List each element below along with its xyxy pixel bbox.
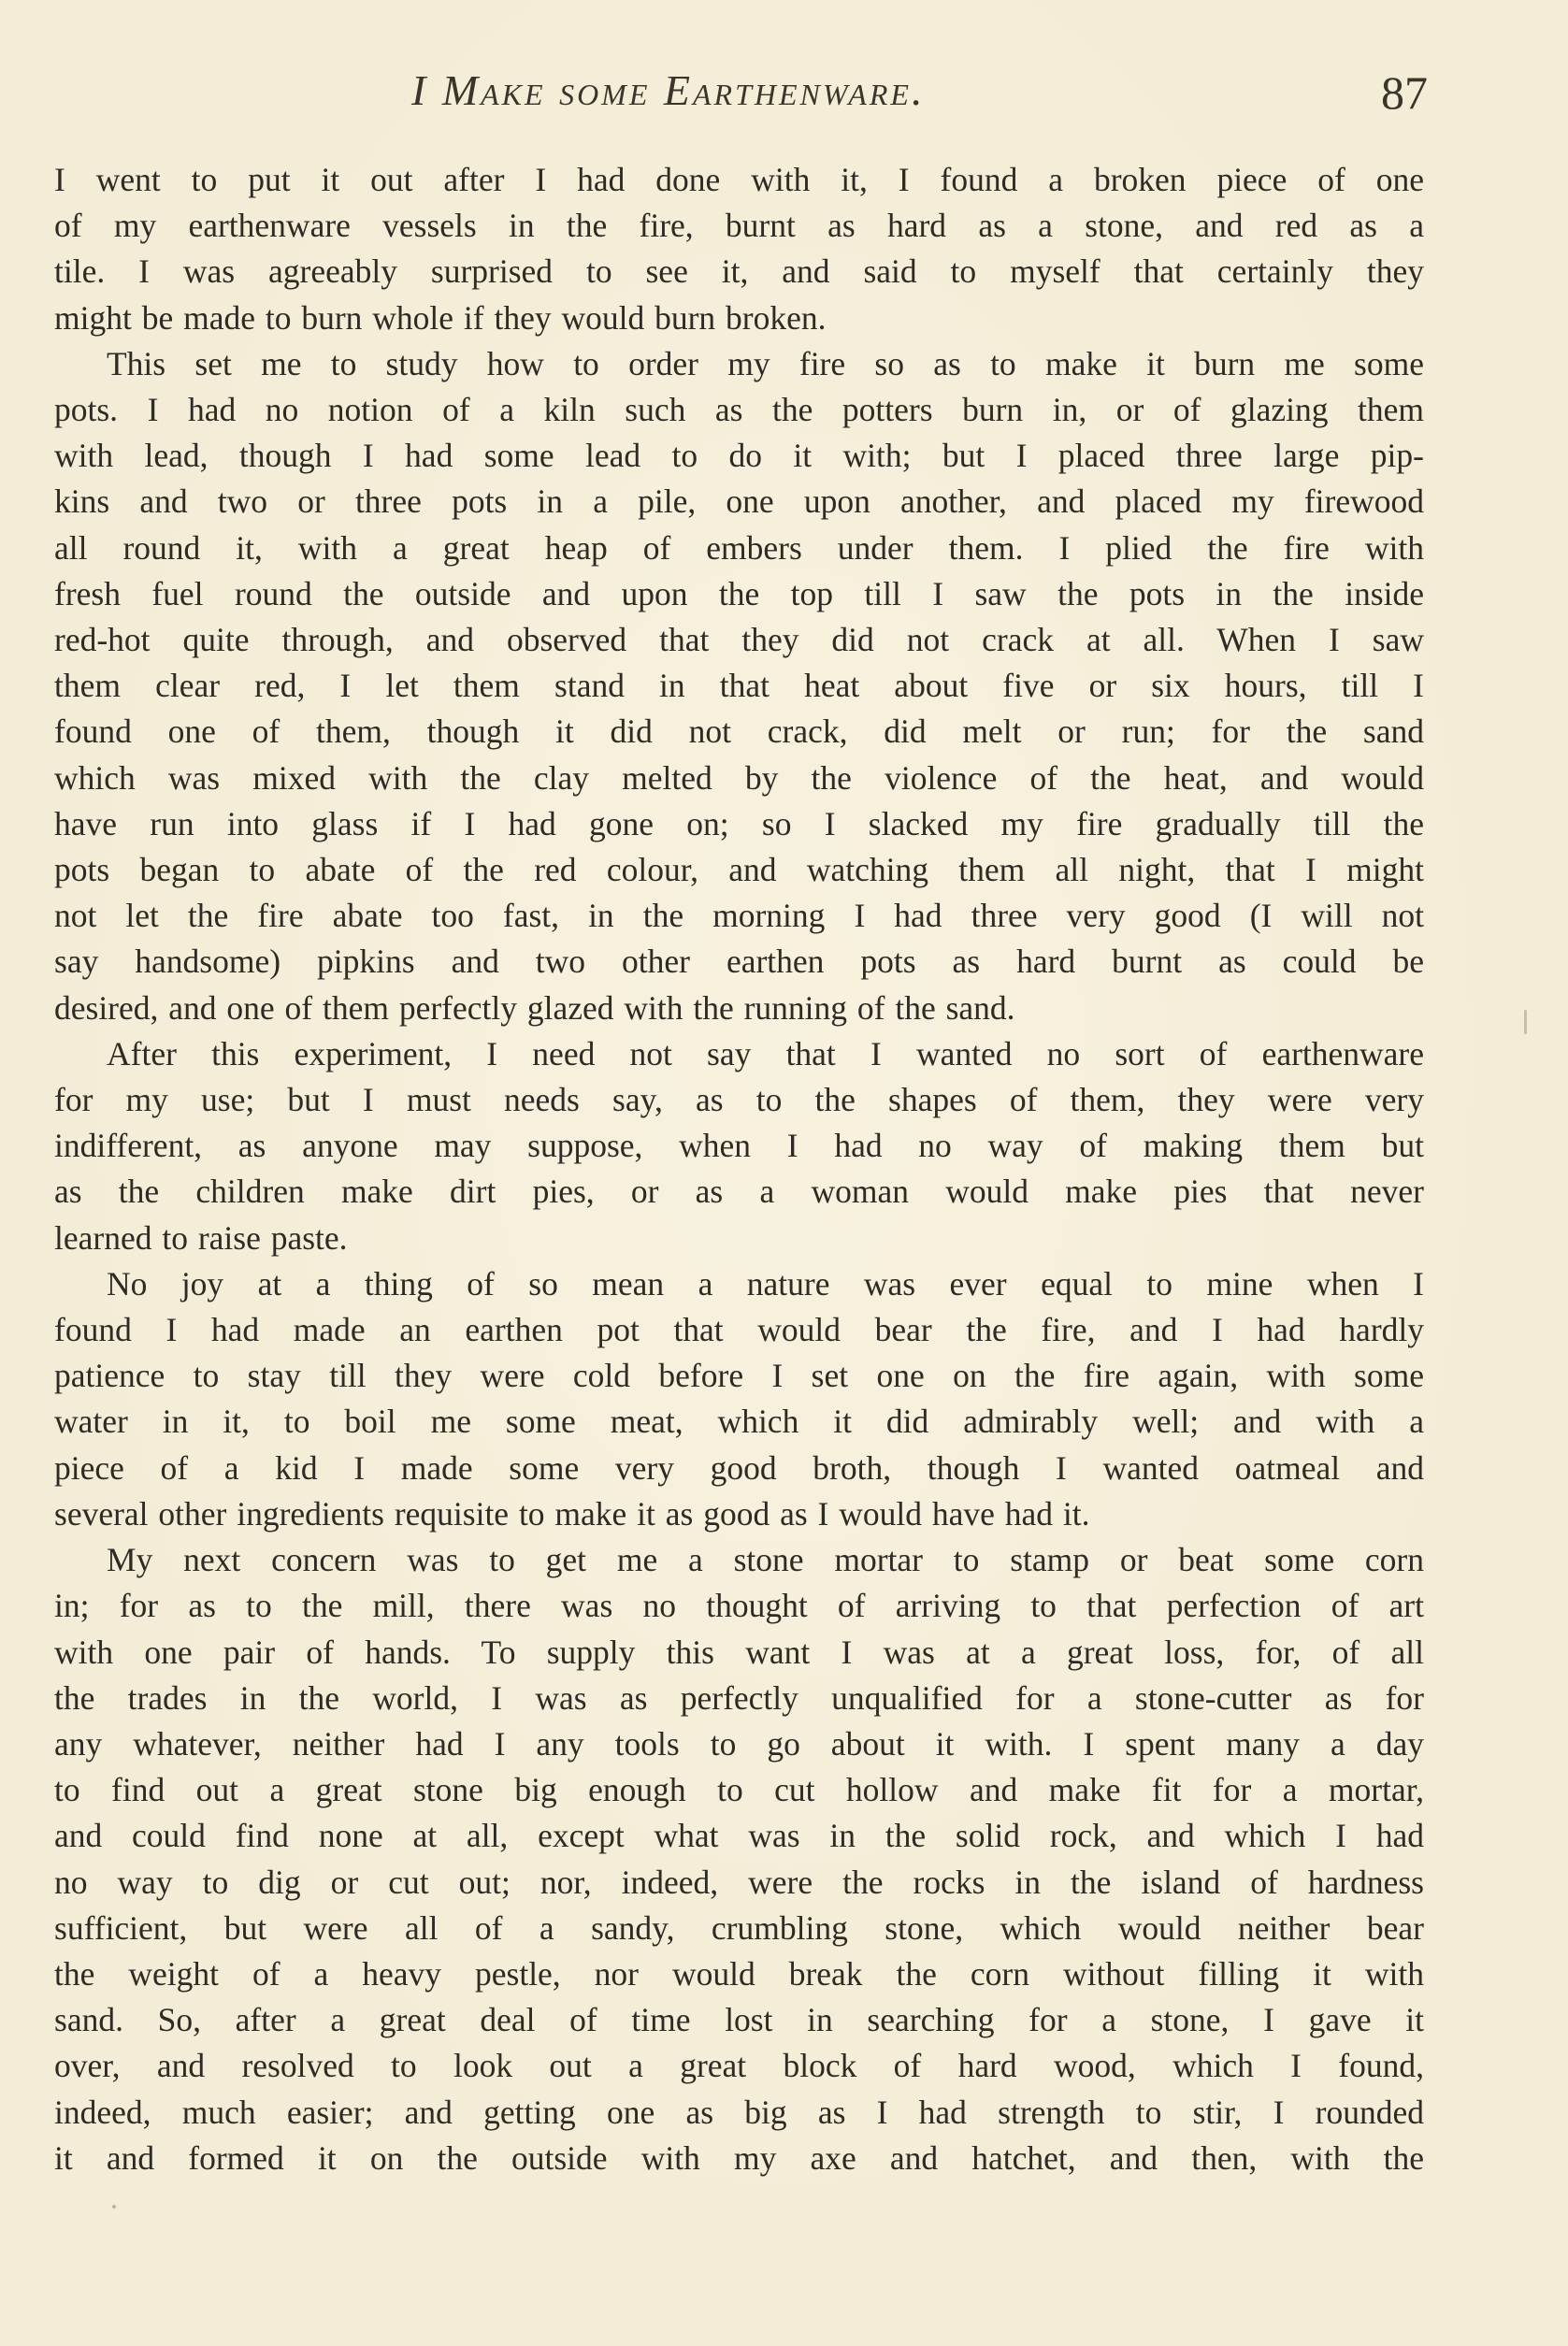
text-line: which was mixed with the clay melted by the violence of the heat, and would <box>54 758 1424 797</box>
text-line: it and formed it on the outside with my axe and hatchet, and then, with the <box>54 2138 1424 2177</box>
text-line: no way to dig or cut out; nor, indeed, were the rocks in the island of hardness <box>54 1863 1424 1901</box>
text-line: found I had made an earthen pot that would bear the fire, and I had hardly <box>54 1311 1424 1349</box>
text-line: water in it, to boil me some meat, which it did admirably well; and with a <box>54 1403 1424 1441</box>
paragraph <box>54 341 1424 1031</box>
running-head <box>0 65 1568 131</box>
text-line: of my earthenware vessels in the fire, burnt as hard as a stone, and red as a <box>54 207 1424 245</box>
text-line: as the children make dirt pies, or as a woman would make pies that never <box>54 1173 1424 1211</box>
text-line: sand. So, after a great deal of time lost in searching for a stone, I gave it <box>54 2001 1424 2039</box>
text-line: not let the fire abate too fast, in the morning I had three very good (I will not <box>54 897 1424 935</box>
text-line: them clear red, I let them stand in that heat about five or six hours, till I <box>54 667 1424 705</box>
text-line: any whatever, neither had I any tools to go about it with. I spent many a day <box>54 1724 1424 1763</box>
text-line: over, and resolved to look out a great block of hard wood, which I found, <box>54 2047 1424 2085</box>
body-text <box>54 157 1424 2181</box>
page-number: 87 <box>1381 66 1428 119</box>
text-line: desired, and one of them perfectly glazed with the running of the sand. <box>54 988 1015 1027</box>
paragraph <box>54 1537 1424 2181</box>
paragraph <box>54 157 1424 341</box>
text-line: I went to put it out after I had done with it, I found a broken piece of one <box>54 161 1424 198</box>
text-line: kins and two or three pots in a pile, one upon another, and placed my firewood <box>54 482 1424 521</box>
text-line: with one pair of hands. To supply this want I was at a great loss, for, of all <box>54 1633 1424 1671</box>
text-line: sufficient, but were all of a sandy, crumbling stone, which would neither bear <box>54 1908 1424 1947</box>
paragraph <box>54 1261 1424 1537</box>
text-line: all round it, with a great heap of embers under them. I plied the fire with <box>54 528 1424 567</box>
text-line: After this experiment, I need not say that I wanted no sort of earthenware <box>107 1034 1424 1072</box>
text-line: the weight of a heavy pestle, nor would break the corn without filling it with <box>54 1954 1424 1993</box>
text-line: the trades in the world, I was as perfectly unqualified for a stone-cutter as for <box>54 1678 1424 1717</box>
text-line: patience to stay till they were cold before I set one on the fire again, with some <box>54 1357 1424 1395</box>
text-line: pots began to abate of the red colour, and watching them all night, that I might <box>54 851 1424 889</box>
paper-speck <box>1524 1010 1527 1034</box>
text-line: My next concern was to get me a stone mortar to stamp or beat some corn <box>107 1541 1424 1579</box>
text-line: piece of a kid I made some very good broth, though I wanted oatmeal and <box>54 1448 1424 1487</box>
text-line: fresh fuel round the outside and upon the top till I saw the pots in the inside <box>54 574 1424 612</box>
text-line: No joy at a thing of so mean a nature was ever equal to mine when I <box>107 1264 1424 1303</box>
text-line: might be made to burn whole if they would burn broken. <box>54 298 827 337</box>
text-line: several other ingredients requisite to make it as good as I would have had it. <box>54 1494 1090 1533</box>
text-line: to find out a great stone big enough to cut hollow and make fit for a mortar, <box>54 1771 1424 1809</box>
text-line: red-hot quite through, and observed that they did not crack at all. When I saw <box>54 621 1424 659</box>
text-line: in; for as to the mill, there was no thought of arriving to that perfection of art <box>54 1587 1424 1625</box>
text-line: for my use; but I must needs say, as to the shapes of them, they were very <box>54 1081 1424 1119</box>
text-line: have run into glass if I had gone on; so I slacked my fire gradually till the <box>54 804 1424 842</box>
text-line: indifferent, as anyone may suppose, when I had no way of making them but <box>54 1127 1424 1165</box>
paragraph <box>54 1031 1424 1261</box>
text-line: found one of them, though it did not crack, did melt or run; for the sand <box>54 712 1424 751</box>
text-line: pots. I had no notion of a kiln such as the potters burn in, or of glazing them <box>54 391 1424 429</box>
running-title: I Make some Earthenware. <box>411 66 926 114</box>
paper-speck <box>112 2205 116 2209</box>
text-line: learned to raise paste. <box>54 1218 348 1257</box>
text-line: say handsome) pipkins and two other earthen pots as hard burnt as could be <box>54 943 1424 981</box>
text-line: tile. I was agreeably surprised to see it, and said to myself that certainly they <box>54 252 1424 291</box>
text-line: indeed, much easier; and getting one as big as I had strength to stir, I rounded <box>54 2093 1424 2131</box>
text-line: This set me to study how to order my fire so as to make it burn me some <box>107 344 1424 382</box>
text-line: with lead, though I had some lead to do it with; but I placed three large pip- <box>54 437 1424 475</box>
text-line: and could find none at all, except what was in the solid rock, and which I had <box>54 1817 1424 1855</box>
